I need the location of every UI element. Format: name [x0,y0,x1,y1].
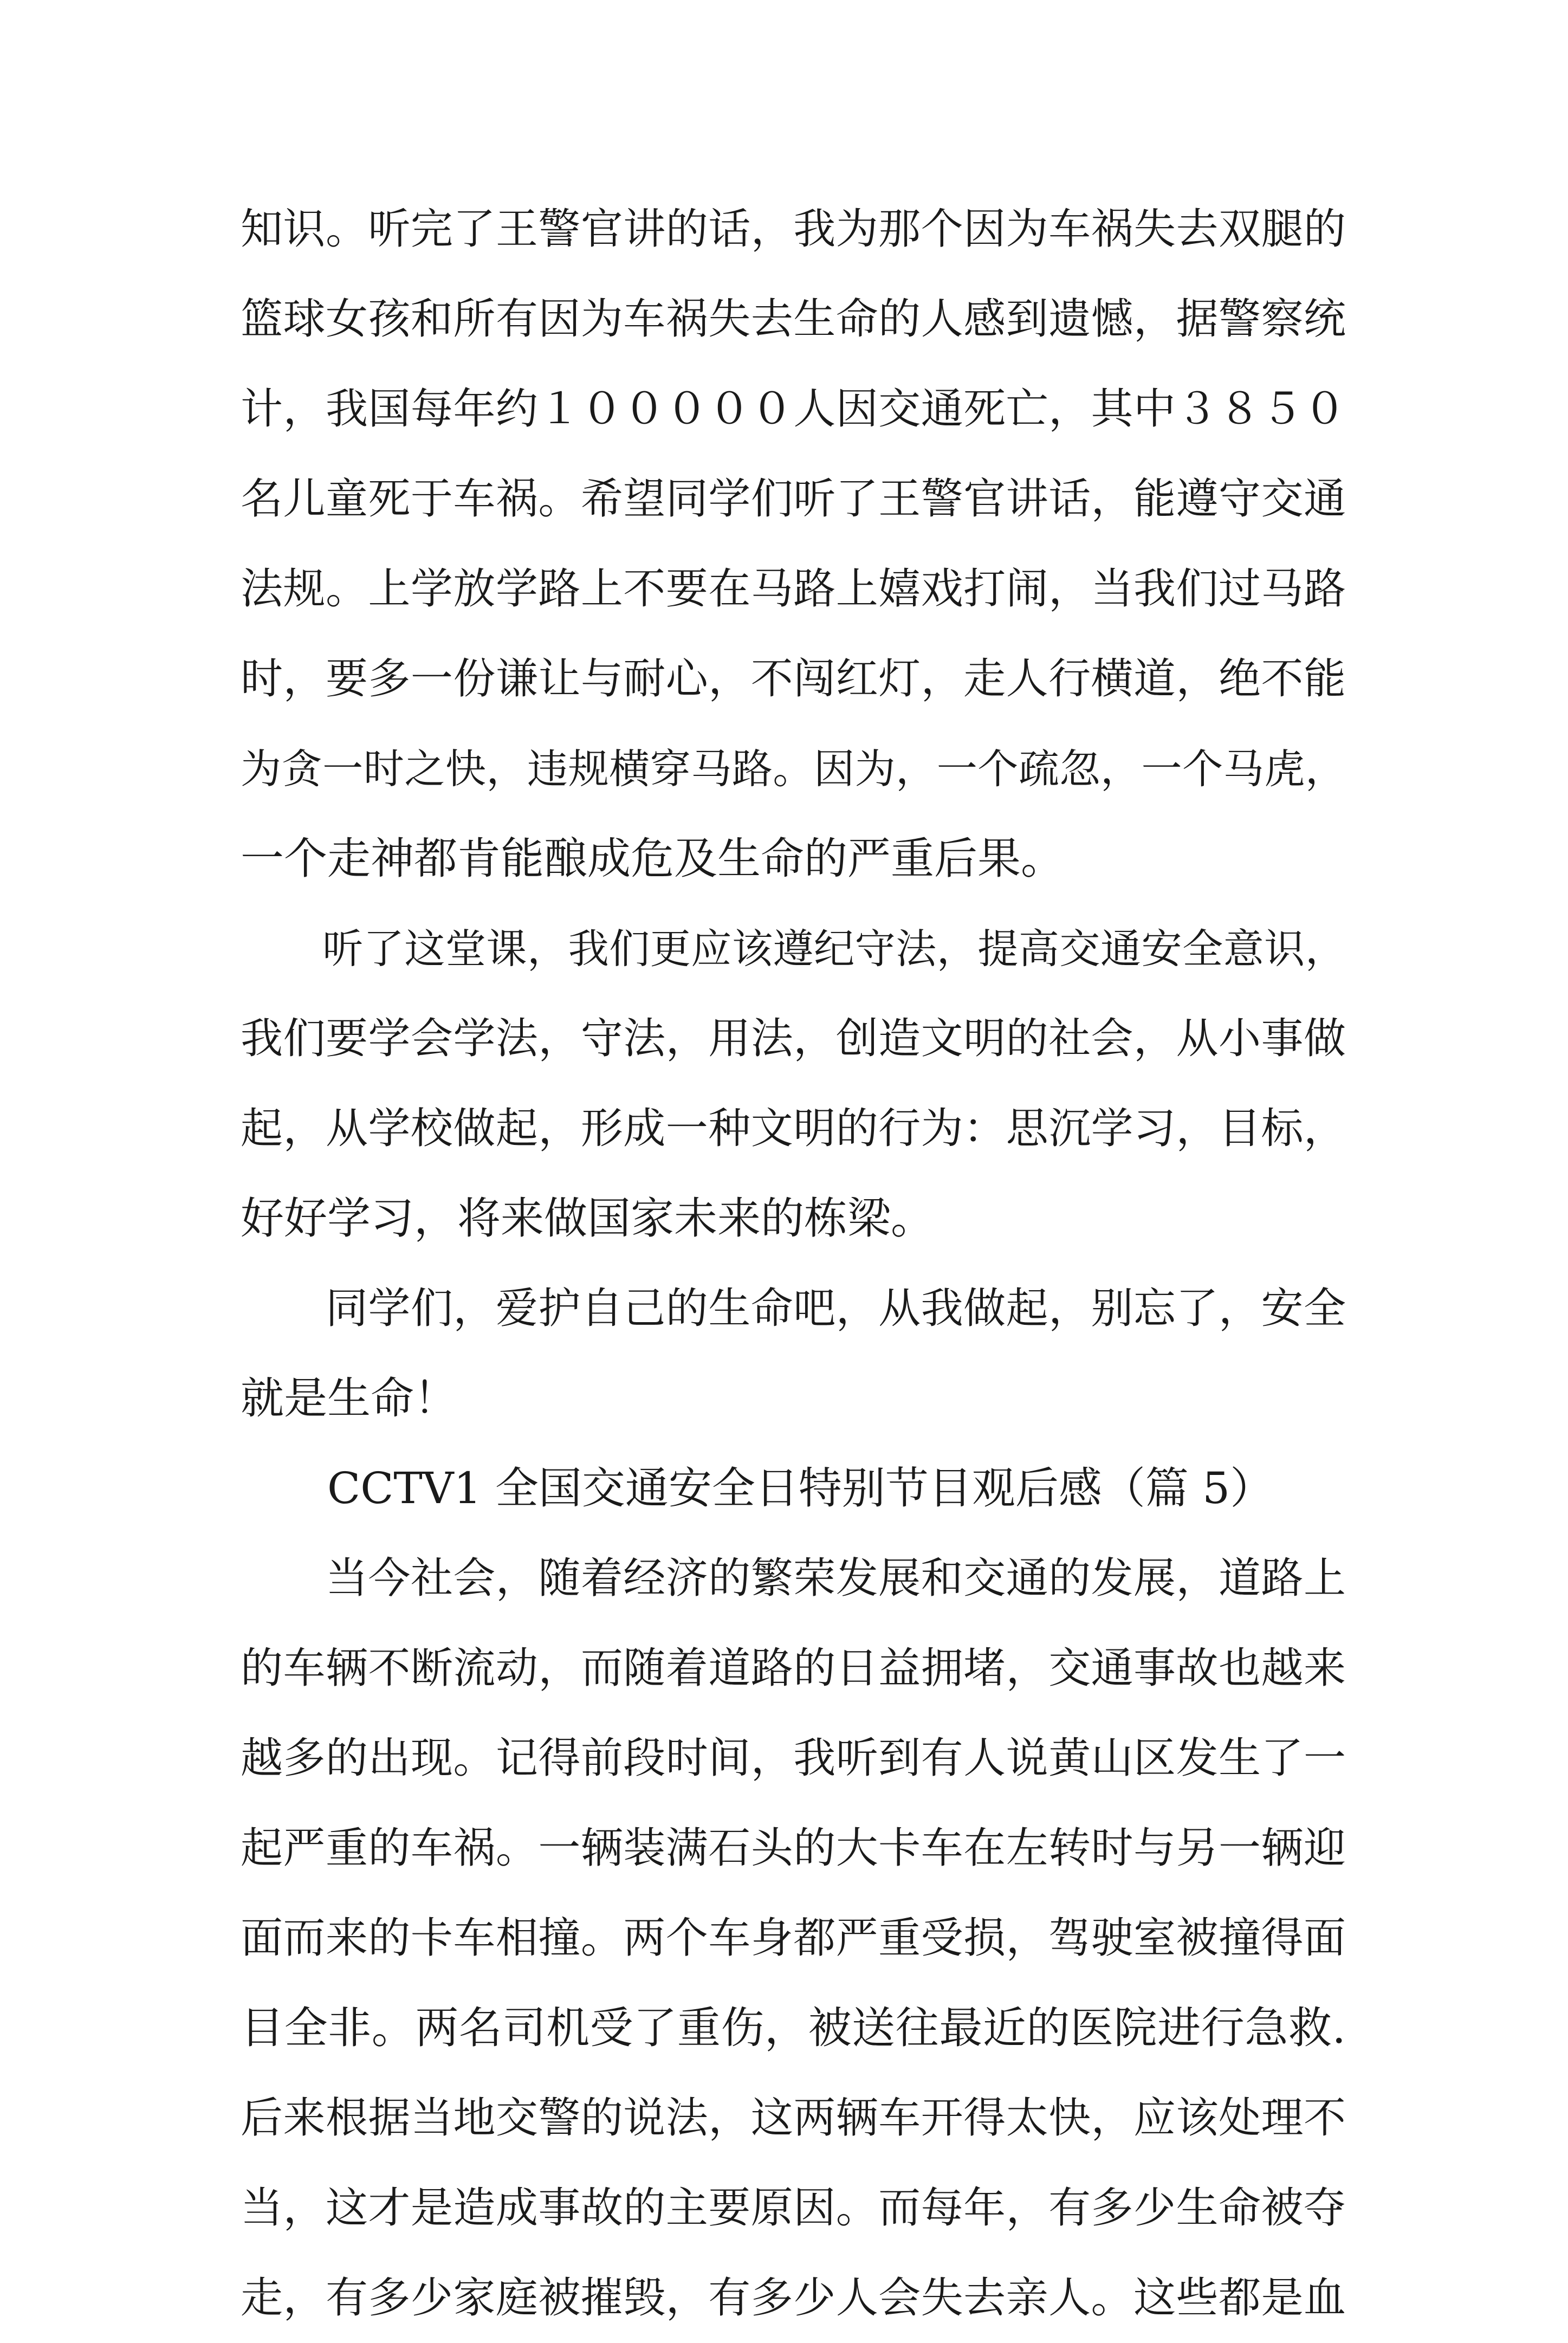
text-line: 起严重的车祸。一辆装满石头的大卡车在左转时与另一辆迎 [241,1824,1346,1873]
text-line: 篮球女孩和所有因为车祸失去生命的人感到遗憾，据警察统 [241,295,1346,344]
text-line: 就是生命！ [241,1373,457,1423]
text-line: 的车辆不断流动，而随着道路的日益拥堵，交通事故也越来 [241,1644,1346,1693]
text-line: 越多的出现。记得前段时间，我听到有人说黄山区发生了一 [241,1734,1346,1783]
text-line: 我们要学会学法，守法，用法，创造文明的社会，从小事做 [241,1014,1346,1063]
text-line: 起，从学校做起，形成一种文明的行为：思沉学习，目标， [241,1104,1346,1153]
text-line: 走，有多少家庭被摧毁，有多少人会失去亲人。这些都是血 [241,2274,1346,2322]
text-line: 法规。上学放学路上不要在马路上嬉戏打闹，当我们过马路 [241,565,1346,613]
text-line: 名儿童死于车祸。希望同学们听了王警官讲话，能遵守交通 [241,475,1346,523]
text-line: CCTV1 全国交通安全日特别节目观后感（篇 5） [241,1463,1274,1513]
document-body [241,184,1346,2343]
text-line: 听了这堂课，我们更应该遵纪守法，提高交通安全意识， [241,925,1346,973]
text-line: 同学们，爱护自己的生命吧，从我做起，别忘了，安全 [241,1284,1346,1333]
text-line: 当今社会，随着经济的繁荣发展和交通的发展，道路上 [241,1554,1346,1603]
text-line: 一个走神都肯能酿成危及生命的严重后果。 [241,833,1064,884]
text-line: 当，这才是造成事故的主要原因。而每年，有多少生命被夺 [241,2184,1346,2232]
text-line: 面而来的卡车相撞。两个车身都严重受损，驾驶室被撞得面 [241,1914,1346,1963]
text-line: 知识。听完了王警官讲的话，我为那个因为车祸失去双腿的 [241,205,1346,254]
text-line: 后来根据当地交警的说法，这两辆车开得太快，应该处理不 [241,2094,1346,2143]
text-line: 时，要多一份谦让与耐心，不闯红灯，走人行横道，绝不能 [241,655,1346,703]
text-line: 计，我国每年约１０００００人因交通死亡，其中３８５０ [241,385,1346,433]
text-line: 目全非。两名司机受了重伤，被送往最近的医院进行急救. [241,2003,1346,2053]
text-line: 好好学习，将来做国家未来的栋梁。 [241,1193,934,1244]
text-line: 为贪一时之快，违规横穿马路。因为，一个疏忽，一个马虎， [241,745,1346,793]
